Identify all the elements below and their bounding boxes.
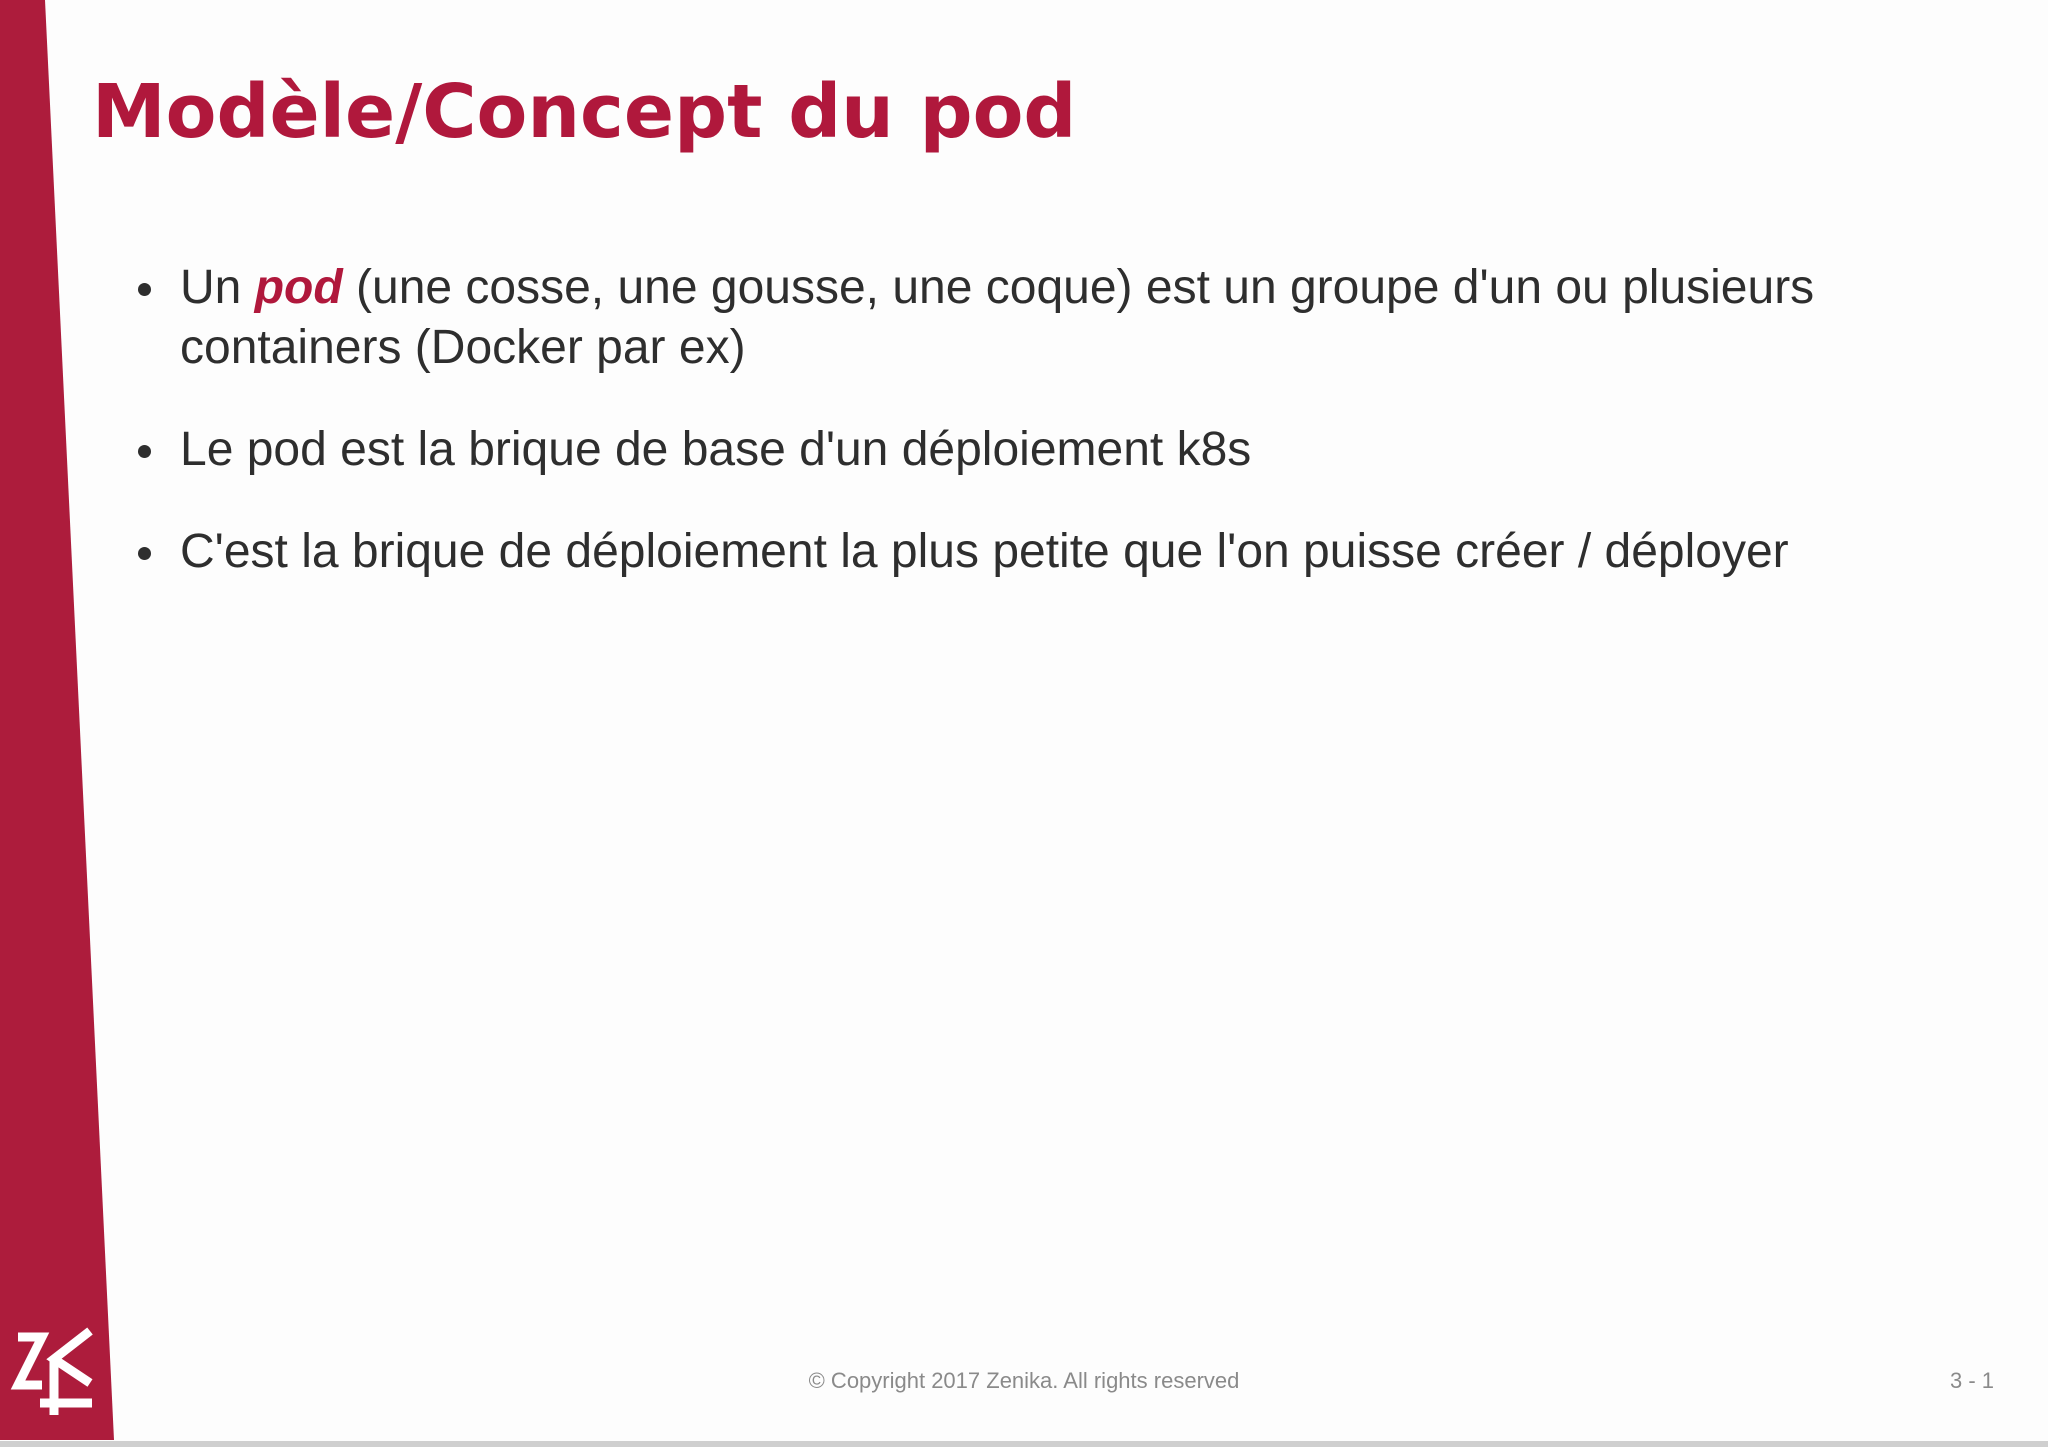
bullet-item: Le pod est la brique de base d'un déploiement k8s <box>138 420 1998 480</box>
bullet-text-end: (une cosse, une gousse, une coque) est un groupe d'un ou plusieurs containers (Docker par ex) <box>180 261 1815 374</box>
page-number: 3 - 1 <box>1949 1368 1994 1393</box>
bullet-item: C'est la brique de déploiement la plus petite que l'on puisse créer / déployer <box>138 522 1998 582</box>
bullet-item <box>138 258 1998 378</box>
footer-copyright: © Copyright 2017 Zenika. All rights reserved <box>808 1368 1240 1393</box>
bottom-progress-bar <box>0 1441 2048 1447</box>
side-accent-band <box>0 0 120 1447</box>
bullet-list <box>138 258 1998 624</box>
bullet-emphasis: pod <box>254 261 343 314</box>
slide-title: Modèle/Concept du pod <box>92 69 1077 155</box>
bullet-text-start: Un <box>180 261 255 314</box>
